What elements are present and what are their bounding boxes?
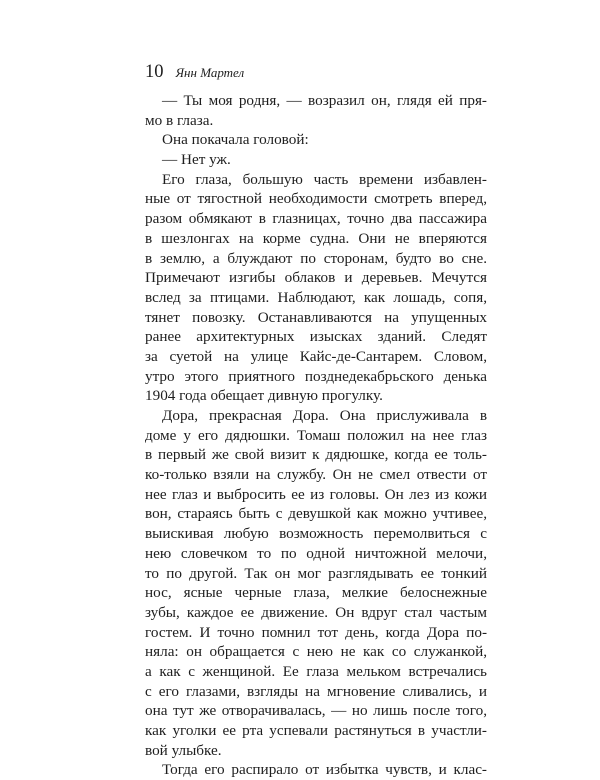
page-number: 10 — [145, 62, 164, 82]
text-line: за суетой на улице Кайс-де-Сантарем. Словом, — [145, 347, 487, 365]
text-line: нею словечком то по одной ничтожной мелочи, — [145, 544, 487, 562]
text-line: она тут же отворачивалась, — но лишь после того, — [145, 702, 487, 720]
text-line: — Ты моя родня, — возразил он, глядя ей пря- — [162, 92, 487, 109]
text-line: вслед за птицами. Наблюдают, как лошадь, сопя, — [145, 288, 487, 306]
text-line: утро этого приятного позднедекабрьского денька — [145, 367, 487, 385]
text-line: вон, стараясь быть с девушкой как можно учтивее, — [145, 505, 487, 523]
text-line: ранее архитектурных изысках зданий. Следят — [145, 328, 487, 346]
text-line: Дора, прекрасная Дора. Она прислуживала в — [162, 407, 487, 424]
text-line: вой улыбке. — [145, 741, 222, 759]
text-line: гостем. И точно помнил тот день, когда Дора по- — [145, 623, 487, 641]
page-header — [145, 62, 244, 83]
text-line: зубы, каждое ее движение. Он вдруг стал частым — [145, 603, 487, 621]
text-line: то по другой. Так он мог разглядывать ее тонкий — [145, 564, 487, 582]
text-line: тянет повозку. Останавливаются на упущенных — [145, 308, 487, 326]
text-line: ные от тягостной необходимости смотреть вперед, — [145, 190, 487, 208]
text-line: разом обмякают в глазницах, точно два пассажира — [145, 210, 487, 228]
text-line: 1904 года обещает дивную прогулку. — [145, 387, 383, 405]
text-line: Его глаза, большую часть времени избавлен- — [162, 170, 487, 188]
text-line: Она покачала головой: — [162, 131, 309, 149]
text-line: в шезлонгах на корме судна. Они не вперяются — [145, 229, 487, 247]
text-line: как уголки ее рта успевали растянуться в участли- — [145, 722, 487, 739]
text-line: а как с женщиной. Ее глаза мельком встречались — [145, 662, 487, 680]
text-line: в землю, а блуждают по сторонам, будто во сне. — [145, 249, 487, 267]
text-line: доме у его дядюшки. Томаш положил на нее глаз — [145, 426, 487, 444]
text-line: с его глазами, взгляды на мгновение сливались, и — [145, 682, 487, 700]
text-line: Примечают изгибы облаков и деревьев. Мечутся — [145, 269, 487, 287]
body-text — [145, 91, 487, 780]
text-line: — Нет уж. — [162, 151, 231, 169]
text-line: в первый же свой визит к дядюшке, когда ее толь- — [145, 446, 487, 464]
running-head-author: Янн Мартел — [175, 65, 245, 80]
text-line: нос, ясные черные глаза, мелкие белоснежные — [145, 584, 487, 602]
text-line: няла: он обращается с нею не как со служанкой, — [145, 643, 487, 661]
text-line: мо в глаза. — [145, 111, 214, 129]
text-line: Тогда его распирало от избытка чувств, и клас- — [162, 761, 487, 779]
text-line: выискивая любую возможность перемолвиться с — [145, 525, 487, 543]
text-line: ко-только взяли на службу. Он не смел отвести от — [145, 466, 487, 484]
text-line: нее глаз и выбросить ее из головы. Он лез из кожи — [145, 485, 487, 503]
